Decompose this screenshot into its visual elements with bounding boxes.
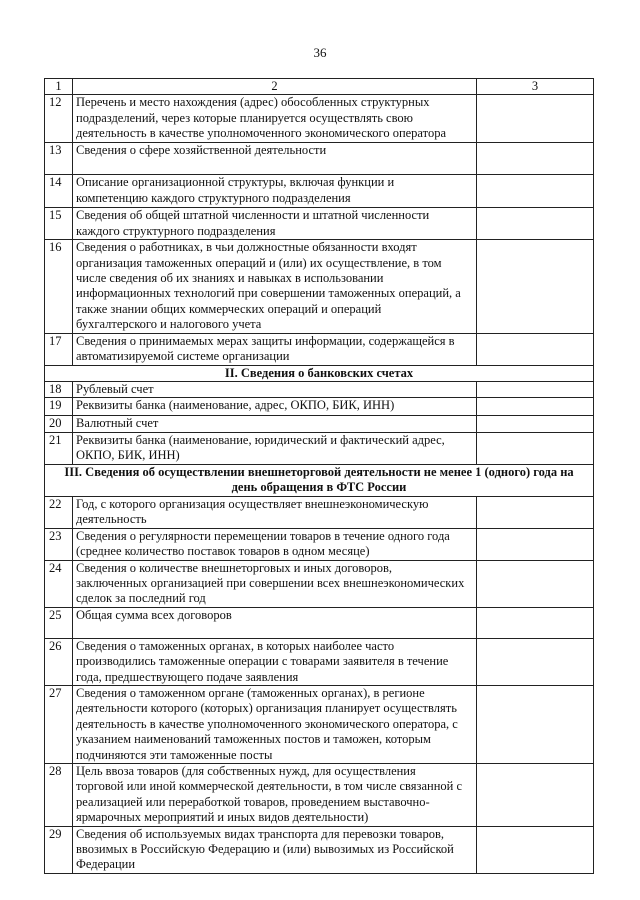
row-value-cell[interactable] [477, 560, 594, 607]
row-value-cell[interactable] [477, 528, 594, 560]
row-number: 23 [45, 528, 73, 560]
row-value-cell[interactable] [477, 416, 594, 432]
row-description: Сведения о принимаемых мерах защиты информации, содержащейся в автоматизируемой системе организации [73, 333, 477, 365]
row-description: Описание организационной структуры, включая функции и компетенцию каждого структурного подразделения [73, 175, 477, 208]
table-row [45, 496, 594, 528]
table-row [45, 763, 594, 826]
section-title: III. Сведения об осуществлении внешнеторговой деятельности не менее 1 (одного) года на день обращения в ФТС России [45, 464, 594, 496]
table-row [45, 416, 594, 432]
row-number: 16 [45, 240, 73, 333]
column-header-3: 3 [477, 79, 594, 95]
row-description: Сведения об используемых видах транспорта для перевозки товаров, ввозимых в Российскую Федерацию и (или) вывозимых из Российской Федерации [73, 826, 477, 873]
row-number: 27 [45, 685, 73, 763]
row-description: Цель ввоза товаров (для собственных нужд, для осуществления торговой или иной коммерческой деятельности, в том числе связанной с реализацией или переработкой товаров, проведением выставочно- ярмарочных мероприятий и иных видов деятельности) [73, 763, 477, 826]
page-number: 36 [313, 45, 327, 60]
table-row [45, 528, 594, 560]
row-number: 21 [45, 432, 73, 464]
table-row [45, 685, 594, 763]
table-row [45, 175, 594, 208]
row-number: 13 [45, 143, 73, 175]
table-row [45, 826, 594, 873]
row-value-cell[interactable] [477, 240, 594, 333]
row-value-cell[interactable] [477, 607, 594, 638]
table-row [45, 560, 594, 607]
row-number: 26 [45, 638, 73, 685]
row-value-cell[interactable] [477, 432, 594, 464]
row-description: Реквизиты банка (наименование, адрес, ОКПО, БИК, ИНН) [73, 398, 477, 416]
row-number: 20 [45, 416, 73, 432]
row-description: Сведения о сфере хозяйственной деятельности [73, 143, 477, 175]
row-description: Сведения о таможенных органах, в которых наиболее часто производились таможенные операции с товарами заявителя в течение года, предшествующего подаче заявления [73, 638, 477, 685]
table-row [45, 143, 594, 175]
row-value-cell[interactable] [477, 333, 594, 365]
row-number: 18 [45, 382, 73, 398]
row-value-cell[interactable] [477, 763, 594, 826]
row-value-cell[interactable] [477, 175, 594, 208]
row-description: Валютный счет [73, 416, 477, 432]
row-value-cell[interactable] [477, 398, 594, 416]
row-value-cell[interactable] [477, 638, 594, 685]
row-description: Сведения о работниках, в чьи должностные обязанности входят организация таможенных операций и (или) их осуществление, в том числе сведения об их знаниях и навыках в использовании информационных технологий при совершении таможенных операций, а также знании общих коммерческих операций и операций бухгалтерского и налогового учета [73, 240, 477, 333]
row-value-cell[interactable] [477, 685, 594, 763]
section-header-row [45, 464, 594, 496]
row-description: Сведения о таможенном органе (таможенных органах), в регионе деятельности которого (которых) организация планирует осуществлять деятельность в качестве уполномоченного экономического оператора, с указанием наименований таможенных постов и таможен, которым подчиняются эти таможенные посты [73, 685, 477, 763]
column-header-1: 1 [45, 79, 73, 95]
row-number: 14 [45, 175, 73, 208]
table-row [45, 607, 594, 638]
row-description: Год, с которого организация осуществляет внешнеэкономическую деятельность [73, 496, 477, 528]
row-description: Сведения об общей штатной численности и штатной численности каждого структурного подразделения [73, 208, 477, 240]
row-number: 29 [45, 826, 73, 873]
section-title: II. Сведения о банковских счетах [45, 365, 594, 381]
row-description: Сведения о количестве внешнеторговых и иных договоров, заключенных организацией при совершении всех внешнеэкономических сделок за последний год [73, 560, 477, 607]
row-description: Реквизиты банка (наименование, юридический и фактический адрес, ОКПО, БИК, ИНН) [73, 432, 477, 464]
row-description: Общая сумма всех договоров [73, 607, 477, 638]
table-row [45, 240, 594, 333]
row-description: Рублевый счет [73, 382, 477, 398]
row-value-cell[interactable] [477, 208, 594, 240]
row-number: 17 [45, 333, 73, 365]
row-number: 25 [45, 607, 73, 638]
row-number: 24 [45, 560, 73, 607]
table-row [45, 432, 594, 464]
table-row [45, 333, 594, 365]
table-row [45, 638, 594, 685]
row-number: 12 [45, 95, 73, 143]
section-header-row [45, 365, 594, 381]
column-header-2: 2 [73, 79, 477, 95]
row-description: Сведения о регулярности перемещении товаров в течение одного года (среднее количество поставок товаров в одном месяце) [73, 528, 477, 560]
table-header-row [45, 79, 594, 95]
row-value-cell[interactable] [477, 143, 594, 175]
table-row [45, 95, 594, 143]
row-number: 15 [45, 208, 73, 240]
table-row [45, 382, 594, 398]
row-value-cell[interactable] [477, 826, 594, 873]
row-value-cell[interactable] [477, 95, 594, 143]
row-number: 19 [45, 398, 73, 416]
table-row [45, 398, 594, 416]
row-number: 28 [45, 763, 73, 826]
row-number: 22 [45, 496, 73, 528]
form-table [44, 78, 594, 874]
table-body [45, 79, 594, 874]
row-value-cell[interactable] [477, 382, 594, 398]
row-description: Перечень и место нахождения (адрес) обособленных структурных подразделений, через которые планируется осуществлять свою деятельность в качестве уполномоченного экономического оператора [73, 95, 477, 143]
row-value-cell[interactable] [477, 496, 594, 528]
table-row [45, 208, 594, 240]
